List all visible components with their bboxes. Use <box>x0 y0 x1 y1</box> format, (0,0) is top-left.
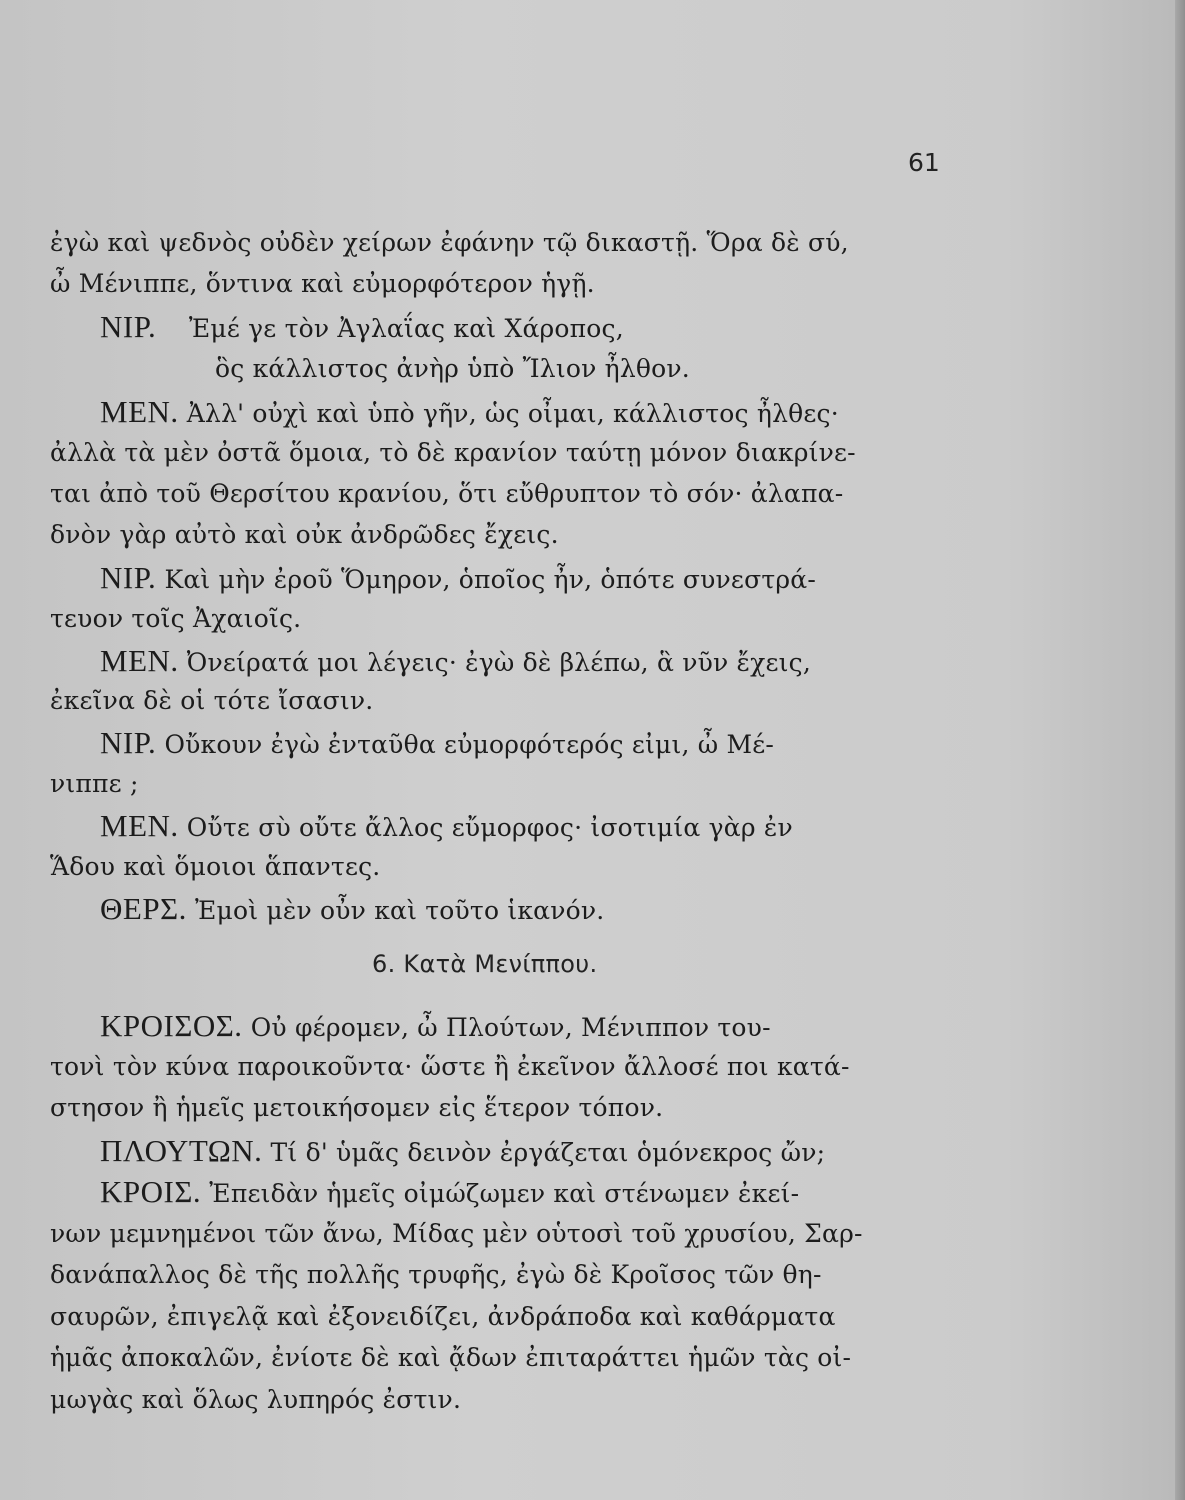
text-line: νων μεμνημένοι τῶν ἄνω, Μίδας μὲν οὑτοσὶ τοῦ χρυσίου, Σαρ- <box>50 1219 863 1248</box>
dialogue-line: ΘΕΡΣ. Ἐμοὶ μὲν οὖν καὶ τοῦτο ἱκανόν. <box>100 891 605 926</box>
text-line: μωγὰς καὶ ὅλως λυπηρός ἐστιν. <box>50 1385 462 1414</box>
speaker-label: ΚΡΟΙΣ. <box>100 1174 202 1209</box>
dialogue-line: ΝΙΡ. Οὔκουν ἐγὼ ἐνταῦθα εὐμορφότερός εἰμι, ὦ Μέ- <box>100 725 775 760</box>
speaker-label: ΝΙΡ. <box>100 560 157 595</box>
speaker-label: ΚΡΟΙΣΟΣ. <box>100 1008 243 1043</box>
dialogue-line: ΝΙΡ. Καὶ μὴν ἐροῦ Ὅμηρον, ὁποῖος ἦν, ὁπότε συνεστρά- <box>100 560 817 595</box>
speaker-label: ΜΕΝ. <box>100 643 179 678</box>
text-line: σαυρῶν, ἐπιγελᾷ καὶ ἐξονειδίζει, ἀνδράποδα καὶ καθάρματα <box>50 1302 836 1331</box>
speaker-label: ΜΕΝ. <box>100 808 179 843</box>
text-line: τευον τοῖς Ἀχαιοῖς. <box>50 604 302 633</box>
text-line: ὦ Μένιππε, ὅντινα καὶ εὐμορφότερον ἡγῇ. <box>50 269 595 298</box>
text-line: δανάπαλλος δὲ τῆς πολλῆς τρυφῆς, ἐγὼ δὲ Κροῖσος τῶν θη- <box>50 1260 822 1289</box>
dialogue-line: ΚΡΟΙΣ. Ἐπειδὰν ἡμεῖς οἰμώζωμεν καὶ στένωμεν ἐκεί- <box>100 1174 800 1209</box>
dialogue-line: ΠΛΟΥΤΩΝ. Τί δ' ὑμᾶς δεινὸν ἐργάζεται ὁμόνεκρος ὤν; <box>100 1133 826 1168</box>
dialogue-line: ΚΡΟΙΣΟΣ. Οὐ φέρομεν, ὦ Πλούτων, Μένιππον του- <box>100 1008 771 1043</box>
dialogue-line: ΜΕΝ. Ἀλλ' οὐχὶ καὶ ὑπὸ γῆν, ὡς οἶμαι, κάλλιστος ἦλθες· <box>100 394 839 429</box>
speaker-label: ΠΛΟΥΤΩΝ. <box>100 1133 263 1168</box>
verse-line: ὃς κάλλιστος ἀνὴρ ὑπὸ Ἴλιον ἦλθον. <box>215 354 690 383</box>
speaker-label: ΝΙΡ. <box>100 725 157 760</box>
text-line: ἀλλὰ τὰ μὲν ὀστᾶ ὅμοια, τὸ δὲ κρανίον ταύτῃ μόνον διακρίνε- <box>50 438 856 467</box>
text-line: ἐγὼ καὶ ψεδνὸς οὐδὲν χείρων ἐφάνην τῷ δικαστῇ. Ὅρα δὲ σύ, <box>50 228 849 257</box>
text-line: τονὶ τὸν κύνα παροικοῦντα· ὥστε ἢ ἐκεῖνον ἄλλοσέ ποι κατά- <box>50 1052 850 1081</box>
speaker-label: ΘΕΡΣ. <box>100 891 187 926</box>
text-line: ται ἀπὸ τοῦ Θερσίτου κρανίου, ὅτι εὔθρυπτον τὸ σόν· ἀλαπα- <box>50 479 844 508</box>
page-edge-shadow <box>1175 0 1185 1500</box>
speaker-label: ΝΙΡ. <box>100 309 157 344</box>
text-line: ἡμᾶς ἀποκαλῶν, ἐνίοτε δὲ καὶ ᾄδων ἐπιταράττει ἡμῶν τὰς οἰ- <box>50 1343 852 1372</box>
text-line: στησον ἢ ἡμεῖς μετοικήσομεν εἰς ἕτερον τόπον. <box>50 1093 664 1122</box>
dialogue-line: ΝΙΡ. Ἐμέ γε τὸν Ἀγλαΐας καὶ Χάροπος, <box>100 309 624 344</box>
text-line: ἐκεῖνα δὲ οἱ τότε ἴσασιν. <box>50 686 374 715</box>
text-line: δνὸν γὰρ αὐτὸ καὶ οὐκ ἀνδρῶδες ἔχεις. <box>50 520 559 549</box>
speaker-label: ΜΕΝ. <box>100 394 179 429</box>
dialogue-line: ΜΕΝ. Οὔτε σὺ οὔτε ἄλλος εὔμορφος· ἰσοτιμία γὰρ ἐν <box>100 808 793 843</box>
dialogue-line: ΜΕΝ. Ὀνείρατά μοι λέγεις· ἐγὼ δὲ βλέπω, ἃ νῦν ἔχεις, <box>100 643 812 678</box>
section-heading: 6. Κατὰ Μενίππου. <box>372 950 598 978</box>
text-line: νιππε ; <box>50 769 139 798</box>
text-line: Ἅδου καὶ ὅμοιοι ἅπαντες. <box>50 852 381 881</box>
page-number: 61 <box>908 148 940 177</box>
